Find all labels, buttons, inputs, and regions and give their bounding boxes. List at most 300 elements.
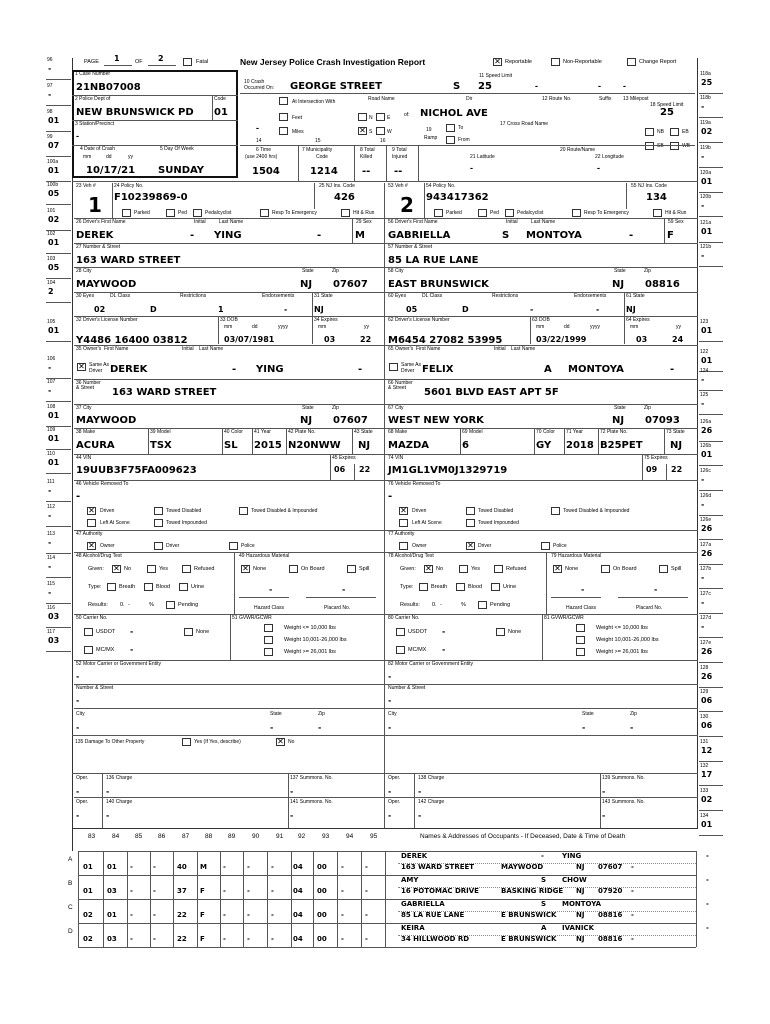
same-driver-label: Driver <box>401 368 415 374</box>
speed-limit2-label: 18 Speed Limit <box>650 102 684 108</box>
hazmat-none-checkbox[interactable] <box>553 565 562 573</box>
code-number: 127b <box>700 566 712 572</box>
vehicle-color: GY <box>536 440 552 451</box>
same-as-driver-checkbox[interactable] <box>77 363 86 371</box>
hazard-class-value: - <box>581 585 585 594</box>
nb-label: NB <box>657 129 664 135</box>
make-label: 68 Make <box>388 429 408 435</box>
entity-zip: - <box>630 723 634 732</box>
color-label: 70 Color <box>536 429 555 435</box>
given-label: Given: <box>400 566 416 572</box>
entity-label: 52 Motor Carrier or Government Entity <box>76 661 162 667</box>
occupant-cell: - <box>341 935 344 943</box>
latitude-label: 21 Latitude <box>470 154 495 160</box>
code-value: 02 <box>701 127 713 136</box>
pct-label: % <box>461 602 466 608</box>
owner-initial: - <box>232 364 237 375</box>
occupant-state: NJ <box>576 887 585 895</box>
station: - <box>76 131 79 141</box>
ped-checkbox[interactable] <box>166 209 175 217</box>
results-dash: - <box>128 602 130 608</box>
city-label: 28 City <box>76 268 92 274</box>
owner-street-label: 36 Number <box>76 380 101 386</box>
removed-label: 46 Vehicle Removed To <box>76 481 129 487</box>
code-number: 107 <box>47 379 56 385</box>
muni-label: 7 Municipality <box>302 147 333 153</box>
code-value: 01 <box>701 227 713 236</box>
code-number: 102 <box>47 231 56 237</box>
occupant-cell: - <box>223 863 226 871</box>
hit-run-checkbox[interactable] <box>653 209 662 217</box>
occupant-cell: - <box>153 863 156 871</box>
breath-checkbox[interactable] <box>419 583 428 591</box>
driver-street: 163 WARD STREET <box>76 255 181 266</box>
charge2: - <box>418 811 422 820</box>
driver-last-name: MONTOYA <box>526 230 582 241</box>
pedalcyclist-checkbox[interactable] <box>505 209 514 217</box>
mcmx-label: MC/MX <box>408 647 427 653</box>
owner-initial-label: Initial <box>182 346 194 352</box>
route-no-label: 12 Route No. <box>542 96 572 102</box>
street-label: 57 Number & Street <box>388 244 433 250</box>
exp-yy-label: yy <box>676 324 681 330</box>
occupant-zip: 08816 <box>598 935 623 943</box>
dept-code-label: Code <box>214 96 226 102</box>
dob-label: 33 DOB <box>220 317 238 323</box>
occupant-zip: 08816 <box>598 911 623 919</box>
given-yes-label: Yes <box>471 566 480 572</box>
towed-di-label: Towed Disabled & Impounded <box>251 508 318 514</box>
occupant-street: 16 POTOMAC DRIVE <box>401 887 479 895</box>
occupant-street: 34 HILLWOOD RD <box>401 935 470 943</box>
occupant-dash: - <box>706 900 709 908</box>
weight2-checkbox[interactable] <box>264 636 273 644</box>
owner-city: MAYWOOD <box>76 415 137 426</box>
eyes-label: 30 Eyes <box>76 293 95 299</box>
driver-initial: S <box>502 230 510 241</box>
occupant-cell: - <box>223 887 226 895</box>
occupant-zip: 07920 <box>598 887 623 895</box>
weight2-checkbox[interactable] <box>576 636 585 644</box>
fatal-checkbox[interactable] <box>183 58 192 66</box>
auth-police-checkbox[interactable] <box>541 542 550 550</box>
occupant-cell: 00 <box>317 911 327 919</box>
left-scene-checkbox[interactable] <box>87 519 96 527</box>
code-number: 126e <box>700 517 712 523</box>
owner-state: NJ <box>612 415 625 426</box>
sb-label: SB <box>657 143 664 149</box>
occupant-cell: 01 <box>83 887 93 895</box>
hazmat-onboard-checkbox[interactable] <box>601 565 610 573</box>
vin-label: 44 VIN <box>76 455 92 461</box>
occupant-row-letter: B <box>68 880 73 887</box>
alcohol-test-label: 48 Alcohol/Drug Test <box>76 553 122 559</box>
carrier-none-checkbox[interactable] <box>496 628 505 636</box>
entity-state: - <box>270 723 274 732</box>
vehicle-number: 1 <box>88 193 102 217</box>
change-report-checkbox[interactable] <box>627 58 636 66</box>
code-number: 129 <box>700 689 709 695</box>
code-value: 26 <box>701 672 713 681</box>
entity-zip-label: Zip <box>318 711 325 717</box>
mcmx-checkbox[interactable] <box>396 646 405 654</box>
dl-state-label: 31 State <box>314 293 333 299</box>
occupant-cell: 00 <box>317 887 327 895</box>
road-name-label: Road Name <box>368 96 395 102</box>
occupant-last: MONTOYA <box>562 900 602 908</box>
code-value: 07 <box>48 141 60 150</box>
east-label: E <box>387 115 391 121</box>
same-driver-label: Driver <box>89 368 103 374</box>
killed-label: 8 Total <box>360 147 375 153</box>
zip-label: Zip <box>644 268 651 274</box>
pedalcyclist-label: Pedalcyclist <box>517 210 544 216</box>
carrier-none-checkbox[interactable] <box>184 628 193 636</box>
route-dash: - <box>535 81 538 91</box>
eb-checkbox[interactable] <box>670 128 679 136</box>
owner-last-name: MONTOYA <box>568 364 624 375</box>
driver-state: NJ <box>612 279 625 290</box>
occupant-cell: 01 <box>107 863 117 871</box>
breath-checkbox[interactable] <box>107 583 116 591</box>
given-yes-checkbox[interactable] <box>459 565 468 573</box>
road-direction: S <box>453 81 461 92</box>
year-label: 41 Year <box>254 429 271 435</box>
endorsements-label: Endorsements <box>262 293 295 299</box>
police-dept-label: 2 Police Dept of <box>75 96 111 102</box>
nb-checkbox[interactable] <box>645 128 654 136</box>
occupant-initial: - <box>541 852 544 860</box>
occupant-death: - <box>631 863 634 871</box>
summons1: - <box>602 787 606 796</box>
code-number: 124 <box>700 368 709 374</box>
weight1-checkbox[interactable] <box>264 624 273 632</box>
results-dash: - <box>440 602 442 608</box>
occupant-cell: 00 <box>317 935 327 943</box>
occupant-last: YING <box>562 852 582 860</box>
occupant-cell: - <box>271 863 274 871</box>
wb-checkbox[interactable] <box>670 142 679 150</box>
occupant-cell: 22 <box>177 911 187 919</box>
occupant-initial: S <box>541 876 547 884</box>
occupant-name: KEIRA <box>401 924 425 932</box>
occupant-dash: - <box>706 852 709 860</box>
weight1-checkbox[interactable] <box>576 624 585 632</box>
resp-emergency-checkbox[interactable] <box>572 209 581 217</box>
distance-dash: - <box>256 123 259 133</box>
occupant-row-letter: D <box>68 928 73 935</box>
occupant-cell: - <box>223 911 226 919</box>
code-value: - <box>701 573 705 582</box>
charge1: - <box>106 787 110 796</box>
code-number: 121a <box>700 220 712 226</box>
results-label: Results: <box>400 602 420 608</box>
municipality-code: 1214 <box>310 166 338 177</box>
code-value: 01 <box>48 116 60 125</box>
refused-label: Refused <box>194 566 215 572</box>
resp-emergency-checkbox[interactable] <box>260 209 269 217</box>
occupant-col-header: 89 <box>228 833 236 840</box>
plate-label: 42 Plate No. <box>288 429 316 435</box>
occupant-cell: 04 <box>293 935 303 943</box>
west-checkbox[interactable] <box>376 127 385 135</box>
driven-checkbox[interactable] <box>399 507 408 515</box>
occupant-initial: A <box>541 924 547 932</box>
damage-no-label: No <box>288 739 295 745</box>
vehicle-model: 6 <box>462 440 469 451</box>
sb-checkbox[interactable] <box>645 142 654 150</box>
occupant-city: MAYWOOD <box>501 863 544 871</box>
ped-label: Ped <box>178 210 187 216</box>
vehicle-number: 2 <box>400 193 414 217</box>
restrictions-label: Restrictions <box>492 293 519 299</box>
dl-state-label: 61 State <box>626 293 645 299</box>
parked-checkbox[interactable] <box>122 209 131 217</box>
auth-police-checkbox[interactable] <box>229 542 238 550</box>
page-label: PAGE <box>84 59 99 65</box>
damage-yes-checkbox[interactable] <box>182 738 191 746</box>
code-number: 104 <box>47 280 56 286</box>
occupant-death: - <box>631 935 634 943</box>
driven-checkbox[interactable] <box>87 507 96 515</box>
towed-impounded-di-checkbox[interactable] <box>551 507 560 515</box>
pedalcyclist-label: Pedalcyclist <box>205 210 232 216</box>
license-number: M6454 27082 53995 <box>388 335 503 346</box>
owner-street: 163 WARD STREET <box>112 387 217 398</box>
owner-last-name: YING <box>256 364 284 375</box>
given-yes-checkbox[interactable] <box>147 565 156 573</box>
occupant-cell: - <box>247 935 250 943</box>
code-value: - <box>48 363 52 372</box>
pending-label: Pending <box>490 602 511 608</box>
model-label: 69 Model <box>462 429 483 435</box>
code-number: 134 <box>700 813 709 819</box>
blood-checkbox[interactable] <box>144 583 153 591</box>
code-number: 111 <box>47 479 55 485</box>
south-label: S <box>369 129 373 135</box>
occupant-death: - <box>631 911 634 919</box>
hit-run-checkbox[interactable] <box>341 209 350 217</box>
owner-city-label: 67 City <box>388 405 404 411</box>
last-name-label: Last Name <box>531 219 556 225</box>
page-total: 2 <box>158 54 164 63</box>
carrier-none-label: None <box>196 629 210 635</box>
blood-checkbox[interactable] <box>456 583 465 591</box>
page-number: 1 <box>114 54 120 63</box>
zip-label: Zip <box>332 268 339 274</box>
of-label2: of: <box>404 112 410 118</box>
hazmat-spill-checkbox[interactable] <box>659 565 668 573</box>
weight1-label: Weight <= 10,000 lbs <box>596 625 648 631</box>
mcmx-checkbox[interactable] <box>84 646 93 654</box>
miles-checkbox[interactable] <box>279 127 288 135</box>
entity-city: - <box>388 723 392 732</box>
refused-checkbox[interactable] <box>494 565 503 573</box>
code-value: 26 <box>701 524 713 533</box>
pedalcyclist-checkbox[interactable] <box>193 209 202 217</box>
owner-zip: 07093 <box>645 415 680 426</box>
auth-owner-checkbox[interactable] <box>87 542 96 550</box>
code-number: 96 <box>47 57 53 63</box>
east-checkbox[interactable] <box>376 113 385 121</box>
auth-owner-label: Owner <box>100 543 115 549</box>
route-name-label: 20 Route/Name <box>560 147 596 153</box>
initial-label: Initial <box>506 219 518 225</box>
left-scene-label: Left At Scene <box>412 520 442 526</box>
parked-checkbox[interactable] <box>434 209 443 217</box>
code-number: 98 <box>47 109 53 115</box>
driver-zip: 07607 <box>333 279 368 290</box>
code-value: - <box>701 399 705 408</box>
entity-city: - <box>76 723 80 732</box>
driver-initial: - <box>190 230 195 241</box>
carrier-none-label: None <box>508 629 522 635</box>
occupant-last: CHOW <box>562 876 587 884</box>
total-killed: -- <box>362 166 371 177</box>
damage-no-checkbox[interactable] <box>276 738 285 746</box>
usdot-checkbox[interactable] <box>84 628 93 636</box>
from-checkbox[interactable] <box>446 136 455 144</box>
weight3-checkbox[interactable] <box>264 648 273 656</box>
speed-limit-label: 11 Speed Limit <box>479 73 512 79</box>
placard-label: Placard No. <box>636 605 663 611</box>
mcmx-label: MC/MX <box>96 647 115 653</box>
code-number: 120a <box>700 170 712 176</box>
feet-checkbox[interactable] <box>279 113 288 121</box>
code-number: 115 <box>47 581 55 587</box>
non-reportable-checkbox[interactable] <box>551 58 560 66</box>
occupant-death: - <box>631 887 634 895</box>
towed-disabled-checkbox[interactable] <box>154 507 163 515</box>
code-value: - <box>701 500 705 509</box>
towed-impounded-checkbox[interactable] <box>154 519 163 527</box>
code-value: - <box>701 102 705 111</box>
code-value: 01 <box>701 356 713 365</box>
endorsements: - <box>596 305 600 314</box>
milepost-dash: - <box>623 81 626 91</box>
occupant-row-letter: A <box>68 856 73 863</box>
occupant-cell: - <box>365 935 368 943</box>
dl-state: NJ <box>314 305 324 314</box>
carrier-label: 80 Carrier No. <box>388 615 420 621</box>
dob-dd: dd <box>252 324 258 330</box>
auth-driver-checkbox[interactable] <box>154 542 163 550</box>
occupant-name: DEREK <box>401 852 428 860</box>
urine-checkbox[interactable] <box>179 583 188 591</box>
vin-exp-mm: 06 <box>334 465 346 474</box>
auth-owner-checkbox[interactable] <box>399 542 408 550</box>
hazmat-spill-checkbox[interactable] <box>347 565 356 573</box>
restrictions: - <box>530 305 534 314</box>
reportable-checkbox[interactable] <box>493 58 502 66</box>
driver-last-dash: - <box>629 230 634 241</box>
occupant-cell: - <box>223 935 226 943</box>
code-number: 126c <box>700 468 711 474</box>
code-number: 119b <box>700 145 711 151</box>
code-number: 105 <box>47 319 56 325</box>
ped-checkbox[interactable] <box>478 209 487 217</box>
auth-police-label: Police <box>553 543 567 549</box>
intersection-checkbox[interactable] <box>279 97 288 105</box>
hazmat-none-label: None <box>253 566 267 572</box>
hazmat-onboard-checkbox[interactable] <box>289 565 298 573</box>
auth-driver-checkbox[interactable] <box>466 542 475 550</box>
placard-value: - <box>342 585 346 594</box>
exp-mm: 03 <box>636 335 648 344</box>
auth-driver-label: Driver <box>478 543 492 549</box>
code-value: - <box>48 486 52 495</box>
code-number: 130 <box>700 714 709 720</box>
latitude: - <box>470 163 473 173</box>
owner-initial: A <box>544 364 552 375</box>
code-value: - <box>701 598 705 607</box>
occupant-city: E BRUNSWICK <box>501 911 557 919</box>
code-value: 01 <box>48 434 60 443</box>
day-of-week: SUNDAY <box>158 165 205 176</box>
weight1-label: Weight <= 10,000 lbs <box>284 625 336 631</box>
urine-checkbox[interactable] <box>491 583 500 591</box>
towed-disabled-checkbox[interactable] <box>466 507 475 515</box>
code-number: 131 <box>700 739 709 745</box>
weight3-checkbox[interactable] <box>576 648 585 656</box>
given-no-checkbox[interactable] <box>424 565 433 573</box>
south-checkbox[interactable] <box>358 127 367 135</box>
weight3-label: Weight >= 26,001 lbs <box>596 649 648 655</box>
code-number: 128 <box>700 665 709 671</box>
towed-impounded-di-checkbox[interactable] <box>239 507 248 515</box>
plate-state-label: 43 State <box>354 429 373 435</box>
occupant-name: GABRIELLA <box>401 900 445 908</box>
occupant-cell: F <box>200 887 205 895</box>
pending-checkbox[interactable] <box>478 601 487 609</box>
to-checkbox[interactable] <box>446 124 455 132</box>
entity-street: - <box>76 696 80 705</box>
occupant-col-header: 88 <box>205 833 213 840</box>
left-scene-checkbox[interactable] <box>399 519 408 527</box>
north-label: N <box>369 115 373 121</box>
gvwr-label: 51 GVWR/GCWR <box>232 615 272 621</box>
milepost-label: 13 Milepost <box>623 96 649 102</box>
occupant-cell: F <box>200 911 205 919</box>
occupant-col-header: 92 <box>298 833 306 840</box>
towed-impounded-checkbox[interactable] <box>466 519 475 527</box>
expires-label: 34 Expires <box>314 317 338 323</box>
n15-label: 15 <box>315 138 321 144</box>
refused-checkbox[interactable] <box>182 565 191 573</box>
same-as-driver-checkbox[interactable] <box>389 363 398 371</box>
driver-sex: F <box>667 230 674 241</box>
from-label: From <box>458 137 470 143</box>
oper2-label: Oper. <box>388 799 401 805</box>
given-no-checkbox[interactable] <box>112 565 121 573</box>
occupant-cell: - <box>153 887 156 895</box>
killed-sub: Killed <box>360 154 373 160</box>
pending-checkbox[interactable] <box>166 601 175 609</box>
driver-street: 85 LA RUE LANE <box>388 255 479 266</box>
weight2-label: Weight 10,001-26,000 lbs <box>596 637 659 643</box>
report-title: New Jersey Police Crash Investigation Report <box>240 57 426 67</box>
occupant-cell: 37 <box>177 887 187 895</box>
hazmat-none-checkbox[interactable] <box>241 565 250 573</box>
owner-city-label: 37 City <box>76 405 92 411</box>
north-checkbox[interactable] <box>358 113 367 121</box>
code-value: 01 <box>48 458 60 467</box>
usdot-checkbox[interactable] <box>396 628 405 636</box>
occupant-initial: S <box>541 900 547 908</box>
occupant-cell: - <box>247 911 250 919</box>
code-number: 101 <box>47 208 56 214</box>
weight3-label: Weight >= 26,001 lbs <box>284 649 336 655</box>
